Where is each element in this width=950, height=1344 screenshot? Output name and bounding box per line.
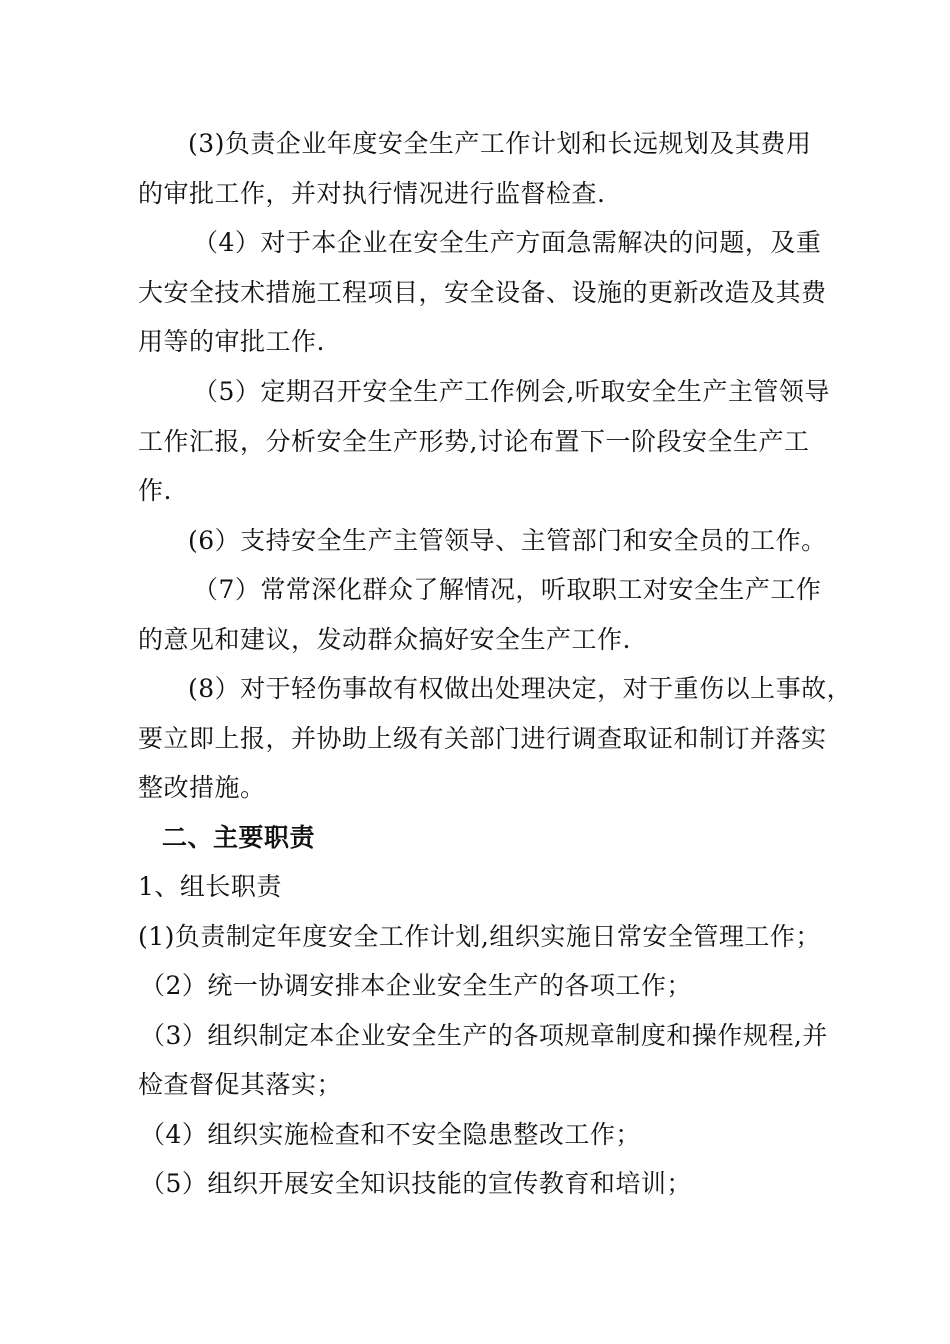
text-line: 检查督促其落实； <box>138 1070 343 1099</box>
text-line: 作. <box>138 476 172 505</box>
subsection-heading: 1、组长职责 <box>138 872 282 901</box>
text-line: （4）对于本企业在安全生产方面急需解决的问题，及重 <box>193 228 822 257</box>
text-line: (6）支持安全生产主管领导、主管部门和安全员的工作。 <box>188 526 827 555</box>
text-line: （4）组织实施检查和不安全隐患整改工作； <box>140 1120 641 1149</box>
text-line: （5）组织开展安全知识技能的宣传教育和培训； <box>140 1169 692 1198</box>
text-line: （7）常常深化群众了解情况，听取职工对安全生产工作 <box>193 575 822 604</box>
text-line: 的意见和建议，发动群众搞好安全生产工作. <box>138 625 631 654</box>
text-line: 整改措施。 <box>138 773 266 802</box>
text-line: （2）统一协调安排本企业安全生产的各项工作； <box>140 971 692 1000</box>
text-line: 大安全技术措施工程项目，安全设备、设施的更新改造及其费 <box>138 278 827 307</box>
text-line: (3)负责企业年度安全生产工作计划和长远规划及其费用 <box>188 129 812 158</box>
text-line: 的审批工作，并对执行情况进行监督检查. <box>138 179 606 208</box>
text-line: 用等的审批工作. <box>138 327 325 356</box>
text-line: 工作汇报，分析安全生产形势,讨论布置下一阶段安全生产工 <box>138 427 810 456</box>
text-line: (8）对于轻伤事故有权做出处理决定，对于重伤以上事故， <box>188 674 853 703</box>
text-line: （5）定期召开安全生产工作例会,听取安全生产主管领导 <box>193 377 830 406</box>
text-line: 要立即上报，并协助上级有关部门进行调查取证和制订并落实 <box>138 724 827 753</box>
section-heading: 二、主要职责 <box>162 823 316 852</box>
text-line: （3）组织制定本企业安全生产的各项规章制度和操作规程,并 <box>140 1021 828 1050</box>
text-line: (1)负责制定年度安全工作计划,组织实施日常安全管理工作； <box>138 922 821 951</box>
